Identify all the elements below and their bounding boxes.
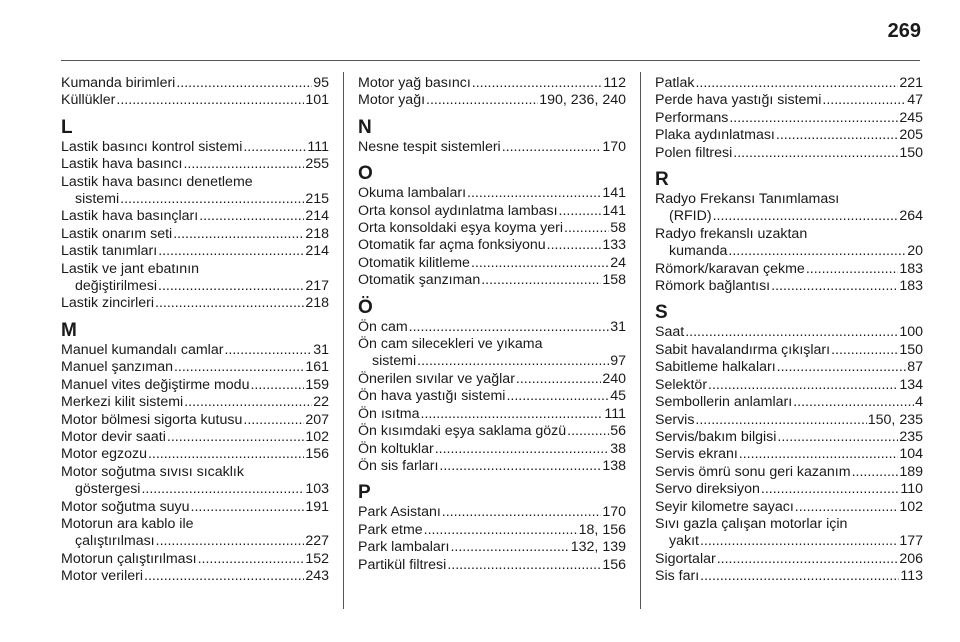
dot-leader [695, 75, 898, 92]
index-entry-pages: 214 [305, 208, 329, 225]
header-rule [61, 60, 920, 61]
index-entry [358, 522, 626, 539]
index-entry [358, 441, 626, 458]
index-entry-pages: 243 [305, 568, 329, 585]
index-section-letter: R [655, 169, 669, 191]
index-entry-label: Manuel şanzıman [61, 359, 173, 376]
index-entry-label: Partikül filtresi [358, 556, 447, 573]
index-entry [358, 504, 626, 521]
index-entry-pages: 38 [610, 440, 626, 457]
index-entry-label: Lastik zincirleri [61, 295, 155, 312]
dot-leader [156, 533, 305, 550]
index-entry [358, 185, 626, 202]
index-entry-pages: 156 [602, 556, 626, 573]
dot-leader [472, 75, 603, 92]
index-entry-continuation: çalıştırılması [75, 533, 155, 550]
index-entry-pages: 20 [907, 243, 923, 260]
index-entry [655, 568, 923, 585]
index-entry-label: Ön koltuklar [358, 440, 434, 457]
column-divider [343, 72, 344, 609]
index-entry-label: Motor devir saati [61, 428, 166, 445]
index-entry-pages: 218 [305, 295, 329, 312]
index-entry-continuation: göstergesi [75, 481, 141, 498]
dot-leader [516, 371, 601, 388]
index-section-letter: Ö [358, 296, 373, 318]
index-entry-label: Sıvı gazla çalışan motorlar için [655, 515, 848, 532]
index-entry-pages: 102 [305, 428, 329, 445]
index-entry-label: Lastik onarım seti [61, 225, 173, 242]
index-entry [655, 446, 923, 463]
dot-leader [191, 499, 305, 516]
index-entry-pages: 150, 235 [867, 411, 923, 428]
index-entry-label: Servis [655, 411, 695, 428]
index-section-letter: N [358, 116, 372, 138]
index-entry [655, 278, 923, 295]
index-entry-label: Otomatik far açma fonksiyonu [358, 237, 546, 254]
index-entry-pages: 141 [602, 202, 626, 219]
index-entry-label: Küllükler [61, 92, 116, 109]
index-entry [61, 295, 329, 312]
index-entry [358, 255, 626, 272]
index-entry-label: Lastik tanımları [61, 243, 158, 260]
index-entry-pages: 191 [305, 498, 329, 515]
index-column-3 [655, 75, 923, 586]
index-entry [358, 319, 626, 336]
index-entry-pages: 103 [305, 481, 329, 498]
index-entry-label: Ön cam [358, 318, 408, 335]
index-entry-pages: 150 [899, 144, 923, 161]
dot-leader [224, 342, 312, 359]
index-entry-label: Önerilen sıvılar ve yağlar [358, 370, 515, 387]
index-entry [655, 127, 923, 144]
index-entry [61, 139, 329, 156]
dot-leader [831, 342, 898, 359]
index-entry [655, 377, 923, 394]
index-entry-label: Servis/bakım bilgisi [655, 428, 777, 445]
index-entry [61, 464, 329, 499]
index-entry [655, 359, 923, 376]
dot-leader [120, 191, 304, 208]
index-entry [655, 551, 923, 568]
index-entry [655, 261, 923, 278]
index-entry-continuation: sistemi [75, 191, 120, 208]
index-entry [61, 359, 329, 376]
index-entry-pages: 264 [899, 208, 923, 225]
index-entry-pages: 255 [305, 156, 329, 173]
index-entry-pages: 189 [899, 463, 923, 480]
dot-leader [822, 92, 906, 109]
index-entry-pages: 87 [907, 359, 923, 376]
dot-leader [144, 568, 304, 585]
index-entry-pages: 170 [602, 504, 626, 521]
dot-leader [198, 551, 305, 568]
index-entry-pages: 100 [899, 324, 923, 341]
dot-leader [481, 272, 601, 289]
index-entry-pages: 207 [305, 411, 329, 428]
index-entry-label: Polen filtresi [655, 144, 733, 161]
dot-leader [421, 406, 604, 423]
index-entry-pages: 205 [899, 127, 923, 144]
index-section-letter: L [61, 116, 73, 138]
dot-leader [739, 446, 899, 463]
index-entry-pages: 47 [907, 92, 923, 109]
dot-leader [777, 429, 898, 446]
dot-leader [729, 110, 898, 127]
dot-leader [567, 423, 609, 440]
index-entry-label: Motor bölmesi sigorta kutusu [61, 411, 243, 428]
dot-leader [173, 226, 304, 243]
index-entry-pages: 206 [899, 550, 923, 567]
index-entry-label: Motor egzozu [61, 446, 147, 463]
dot-leader [806, 261, 899, 278]
index-entry-label: Sis farı [655, 568, 700, 585]
index-entry-pages: 218 [305, 225, 329, 242]
index-entry-label: Sabit havalandırma çıkışları [655, 341, 831, 358]
dot-leader [506, 388, 609, 405]
index-entry [655, 412, 923, 429]
index-entry [358, 75, 626, 92]
index-entry-label: Lastik hava basıncı denetleme [61, 173, 253, 190]
index-entry [61, 551, 329, 568]
dot-leader [776, 127, 898, 144]
index-entry-label: Lastik hava basınçları [61, 208, 199, 225]
dot-leader [439, 458, 601, 475]
index-entry-label: Patlak [655, 75, 695, 91]
dot-leader [250, 377, 304, 394]
dot-leader [417, 353, 609, 370]
index-entry [61, 568, 329, 585]
index-entry [655, 464, 923, 481]
index-section-letter: M [61, 319, 77, 341]
index-entry-pages: 215 [305, 191, 329, 208]
index-entry-label: Motor yağ basıncı [358, 75, 471, 91]
index-entry-pages: 113 [900, 568, 923, 585]
index-entry-label: Ön hava yastığı sistemi [358, 388, 506, 405]
dot-leader [852, 464, 899, 481]
index-entry [655, 499, 923, 516]
index-entry-pages: 101 [305, 92, 329, 109]
index-entry-label: Römork/karavan çekme [655, 260, 805, 277]
dot-leader [717, 551, 899, 568]
index-entry-label: Lastik basıncı kontrol sistemi [61, 138, 243, 155]
index-entry-label: Plaka aydınlatması [655, 127, 775, 144]
index-entry-pages: 24 [610, 254, 626, 271]
index-entry-pages: 22 [313, 394, 329, 411]
index-entry-pages: 112 [603, 75, 626, 91]
dot-leader [713, 208, 899, 225]
index-entry [655, 145, 923, 162]
index-entry [358, 139, 626, 156]
index-entry-pages: 31 [313, 341, 329, 358]
dot-leader [685, 324, 898, 341]
index-entry-label: Manuel vites değiştirme modu [61, 376, 250, 393]
dot-leader [158, 243, 304, 260]
dot-leader [426, 92, 538, 109]
index-entry-pages: 58 [610, 220, 626, 237]
index-entry [655, 226, 923, 261]
index-entry [655, 342, 923, 359]
dot-leader [728, 243, 906, 260]
index-entry [655, 481, 923, 498]
index-entry-label: Motor soğutma suyu [61, 498, 190, 515]
index-entry [358, 272, 626, 289]
index-entry [61, 412, 329, 429]
index-entry-pages: 190, 236, 240 [539, 92, 626, 109]
index-entry-pages: 138 [602, 457, 626, 474]
dot-leader [176, 75, 312, 92]
index-entry-pages: 240 [602, 370, 626, 387]
index-entry-label: Ön cam silecekleri ve yıkama [358, 336, 543, 353]
index-entry [358, 371, 626, 388]
dot-leader [243, 139, 306, 156]
index-entry-pages: 245 [899, 109, 923, 126]
index-entry [358, 423, 626, 440]
index-entry [61, 261, 329, 296]
index-entry-label: Sigortalar [655, 550, 716, 567]
index-entry-continuation: yakıt [669, 533, 699, 550]
index-column-1 [61, 75, 329, 586]
index-entry-label: Orta konsol aydınlatma lambası [358, 202, 558, 219]
index-entry-label: Lastik ve jant ebatının [61, 260, 200, 277]
index-entry [61, 92, 329, 109]
index-entry-pages: 221 [899, 75, 923, 91]
index-entry-label: Park lambaları [358, 539, 450, 556]
index-entry [61, 243, 329, 260]
index-entry-label: Merkezi kilit sistemi [61, 394, 184, 411]
index-entry-continuation: değiştirilmesi [75, 278, 157, 295]
index-entry-pages: 111 [604, 405, 626, 422]
dot-leader [695, 412, 866, 429]
index-entry-pages: 110 [900, 481, 923, 498]
index-entry-pages: 152 [305, 550, 329, 567]
index-entry [358, 388, 626, 405]
dot-leader [795, 499, 899, 516]
index-entry-label: Servo direksiyon [655, 481, 760, 498]
index-entry-label: Radyo Frekansı Tanımlaması [655, 191, 840, 208]
index-entry-pages: 161 [305, 359, 329, 376]
index-entry-label: Ön sis farları [358, 457, 439, 474]
index-entry-label: Servis ekranı [655, 446, 738, 463]
index-entry [61, 174, 329, 209]
index-entry-pages: 217 [305, 278, 329, 295]
dot-leader [559, 203, 602, 220]
dot-leader [442, 504, 602, 521]
index-entry-label: Motorun ara kablo ile [61, 515, 194, 532]
index-entry [358, 92, 626, 109]
index-entry-pages: 158 [602, 272, 626, 289]
index-entry-label: Seyir kilometre sayacı [655, 498, 794, 515]
index-section-letter: S [655, 302, 668, 324]
index-entry [655, 429, 923, 446]
index-entry-pages: 132, 139 [570, 539, 626, 556]
index-entry [358, 336, 626, 371]
index-entry-pages: 97 [610, 353, 626, 370]
index-entry-continuation: (RFID) [669, 208, 712, 225]
index-section-letter: P [358, 482, 371, 504]
index-entry [61, 516, 329, 551]
page-number: 269 [887, 20, 921, 42]
dot-leader [471, 255, 609, 272]
index-entry [61, 499, 329, 516]
dot-leader [564, 220, 609, 237]
index-entry-label: Park etme [358, 521, 423, 538]
index-entry [358, 539, 626, 556]
index-entry [358, 220, 626, 237]
index-entry-pages: 133 [602, 237, 626, 254]
index-entry-label: Selektör [655, 376, 708, 393]
dot-leader [116, 92, 304, 109]
index-entry-label: Otomatik kilitleme [358, 254, 470, 271]
index-entry [61, 446, 329, 463]
index-entry-pages: 214 [305, 243, 329, 260]
index-entry [61, 342, 329, 359]
index-entry-pages: 156 [305, 446, 329, 463]
dot-leader [174, 359, 304, 376]
index-entry [655, 394, 923, 411]
index-entry [61, 226, 329, 243]
index-entry-pages: 183 [899, 278, 923, 295]
index-entry-label: Motor yağı [358, 92, 426, 109]
index-entry-label: Manuel kumandalı camlar [61, 341, 224, 358]
dot-leader [183, 156, 304, 173]
dot-leader [199, 208, 304, 225]
dot-leader [450, 539, 569, 556]
index-entry-pages: 95 [313, 75, 329, 91]
index-entry [358, 557, 626, 574]
index-entry [61, 208, 329, 225]
dot-leader [155, 295, 304, 312]
index-entry-pages: 183 [899, 260, 923, 277]
index-entry [655, 516, 923, 551]
index-entry-label: Ön ısıtma [358, 405, 420, 422]
index-entry-pages: 56 [610, 423, 626, 440]
dot-leader [447, 557, 601, 574]
index-entry-pages: 177 [899, 533, 923, 550]
dot-leader [167, 429, 304, 446]
dot-leader [184, 394, 312, 411]
dot-leader [148, 446, 304, 463]
index-entry-label: Orta konsoldaki eşya koyma yeri [358, 220, 564, 237]
index-entry [358, 458, 626, 475]
index-entry-label: Otomatik şanzıman [358, 272, 481, 289]
index-entry [358, 203, 626, 220]
index-entry-pages: 141 [602, 185, 626, 202]
index-entry-label: Servis ömrü sonu geri kazanım [655, 463, 851, 480]
index-entry-continuation: kumanda [669, 243, 728, 260]
index-entry-pages: 102 [899, 498, 923, 515]
index-entry-pages: 18, 156 [578, 521, 626, 538]
index-entry-pages: 159 [305, 376, 329, 393]
index-entry-pages: 170 [602, 138, 626, 155]
index-entry-pages: 134 [899, 376, 923, 393]
index-column-2 [358, 75, 626, 574]
index-entry-pages: 235 [899, 428, 923, 445]
index-entry-pages: 31 [610, 318, 626, 335]
dot-leader [777, 359, 907, 376]
index-entry [655, 92, 923, 109]
index-entry [655, 191, 923, 226]
dot-leader [502, 139, 602, 156]
index-entry-pages: 227 [305, 533, 329, 550]
index-entry-label: Römork bağlantısı [655, 278, 771, 295]
index-entry [61, 156, 329, 173]
index-entry-pages: 45 [610, 388, 626, 405]
index-entry [61, 429, 329, 446]
index-entry-pages: 111 [307, 138, 329, 155]
index-section-letter: O [358, 163, 373, 185]
index-entry-label: Ön kısımdaki eşya saklama gözü [358, 423, 567, 440]
column-divider [640, 72, 641, 609]
index-entry [61, 377, 329, 394]
index-entry [655, 110, 923, 127]
index-entry-label: Radyo frekanslı uzaktan [655, 225, 808, 242]
dot-leader [771, 278, 898, 295]
index-entry-pages: 104 [899, 446, 923, 463]
dot-leader [409, 319, 610, 336]
dot-leader [435, 441, 610, 458]
index-entry-continuation: sistemi [372, 353, 417, 370]
dot-leader [761, 481, 899, 498]
index-entry-label: Park Asistanı [358, 504, 441, 521]
index-entry-label: Sembollerin anlamları [655, 394, 793, 411]
index-entry-label: Performans [655, 109, 729, 126]
dot-leader [467, 185, 601, 202]
index-entry [358, 237, 626, 254]
index-entry-label: Motor soğutma sıvısı sıcaklık [61, 463, 244, 480]
dot-leader [158, 278, 304, 295]
index-entry-pages: 150 [899, 341, 923, 358]
index-entry [655, 324, 923, 341]
index-entry-label: Motor verileri [61, 568, 143, 585]
dot-leader [708, 377, 898, 394]
dot-leader [700, 568, 899, 585]
index-entry-label: Sabitleme halkaları [655, 359, 776, 376]
index-entry-label: Perde hava yastığı sistemi [655, 92, 822, 109]
dot-leader [243, 412, 304, 429]
index-entry-label: Motorun çalıştırılması [61, 550, 197, 567]
index-entry [358, 406, 626, 423]
index-entry [61, 394, 329, 411]
dot-leader [700, 533, 898, 550]
index-entry-label: Kumanda birimleri [61, 75, 176, 91]
dot-leader [733, 145, 898, 162]
index-entry-label: Lastik hava basıncı [61, 156, 183, 173]
dot-leader [793, 394, 914, 411]
index-entry-label: Okuma lambaları [358, 185, 467, 202]
index-entry [655, 75, 923, 92]
index-entry-label: Saat [655, 324, 685, 341]
index-entry-label: Nesne tespit sistemleri [358, 138, 501, 155]
index-entry [61, 75, 329, 92]
index-entry-pages: 4 [915, 394, 923, 411]
dot-leader [547, 237, 602, 254]
dot-leader [424, 522, 578, 539]
dot-leader [141, 481, 304, 498]
